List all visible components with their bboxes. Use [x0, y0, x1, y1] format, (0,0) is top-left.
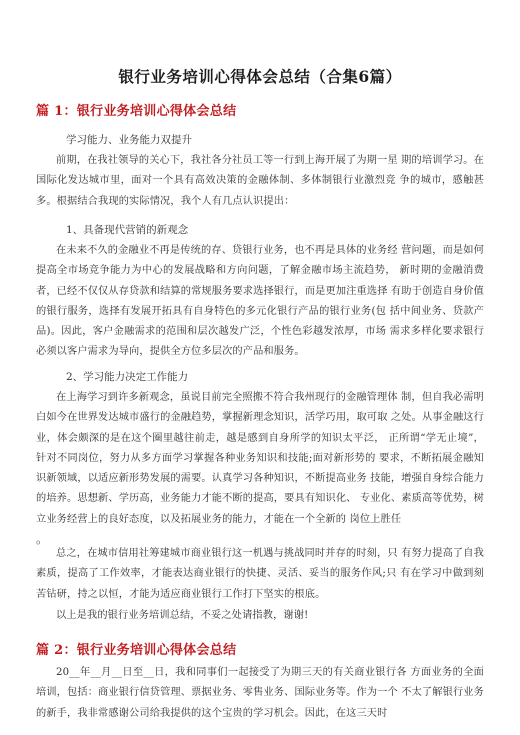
document-title: 银行业务培训心得体会总结（合集6篇）: [118, 67, 402, 86]
point-1-paragraph: 在未来不久的金融业不再是传统的存、贷银行业务，也不再是具体的业务经 营问题，而是如何提高全市场竞争能力为中心的发展战略和方向问题，了解金融市场主流趋势， 新时期的金融消费者，已经不仅仅从存贷款和结算的常规服务要求选择银行，而是更加注重选择 有助于创造自身价值的银行服务，选择有发展开拓具有自身特色的多元化银行产品的银行业务(包 括中间业务、贷款产品)。因此，客户金融需求的范围和层次越发广泛，个性色彩越发浓厚，市场 需求多样化要求银行必须以客户需求为导向，提供全方位多层次的产品和服务。: [36, 245, 484, 358]
point-2-title: 2、学习能力决定工作能力: [66, 371, 189, 383]
section-2-intro-paragraph: 20__年__月__日至__日，我和同事们一起接受了为期三天的有关商业银行各 方面业务的全面培训，包括：商业银行信贷管理、票据业务、零售业务、国际业务等。作为一个 不太了解银行业务的新手，我非常感谢公司给我提供的这个宝贵的学习机会。因此，在这三天时: [36, 667, 484, 719]
section-1-subtitle: 学习能力、业务能力双提升: [66, 134, 192, 146]
point-1-title: 1、具备现代营销的新观念: [66, 224, 189, 236]
section-2-heading: 篇 2：银行业务培训心得体会总结: [36, 643, 237, 658]
section-1-intro-paragraph: 前期，在我社领导的关心下，我社各分社员工等一行到上海开展了为期一星 期的培训学习。在国际化发达城市里，面对一个具有高效决策的金融体制、多体制银行业激烈竞 争的城市，感触甚多。根据结合我现的实际情况，我个人有几点认识提出：: [36, 155, 484, 207]
summary-paragraph: 总之，在城市信用社筹建城市商业银行这一机遇与挑战同时并存的时刻，只 有努力提高了自我素质，提高了工作效率，才能表达商业银行的快捷、灵活、妥当的服务作风;只 有在学习中做到刻苦钻研，持之以恒，才能为适应商业银行工作打下坚实的根底。: [36, 548, 484, 600]
stray-period-mark: 。: [36, 532, 49, 546]
section-1-heading: 篇 1：银行业务培训心得体会总结: [36, 104, 237, 119]
closing-line: 以上是我的银行业务培训总结，不妥之处请指教，谢谢!: [56, 610, 309, 621]
point-2-paragraph: 在上海学习到许多新观念，虽说目前完全照搬不符合我州现行的金融管理体 制，但自我必需明白如今在世界发达城市盛行的金融趋势，掌握新理念知识，活学巧用，取可取 之处。从事金融这行业，体会颇深的是在这个圈里越往前走，越是感到自身所学的知识太平泛， 正所谓“学无止境”，针对不同岗位，努力从多方面学习掌握各种业务知识和技能;面对新形势的 要求，不断拓展金融知识新领域，以适应新形势发展的需要。认真学习各种知识，不断提高业务 技能，增强自身综合能力的培养。思想新、学历高，业务能力才能不断的提高，要具有知识化、 专业化、素质高等优势，树立业务经营上的良好态度，以及拓展业务的能力，才能在一个全新的 岗位上胜任: [36, 392, 484, 525]
